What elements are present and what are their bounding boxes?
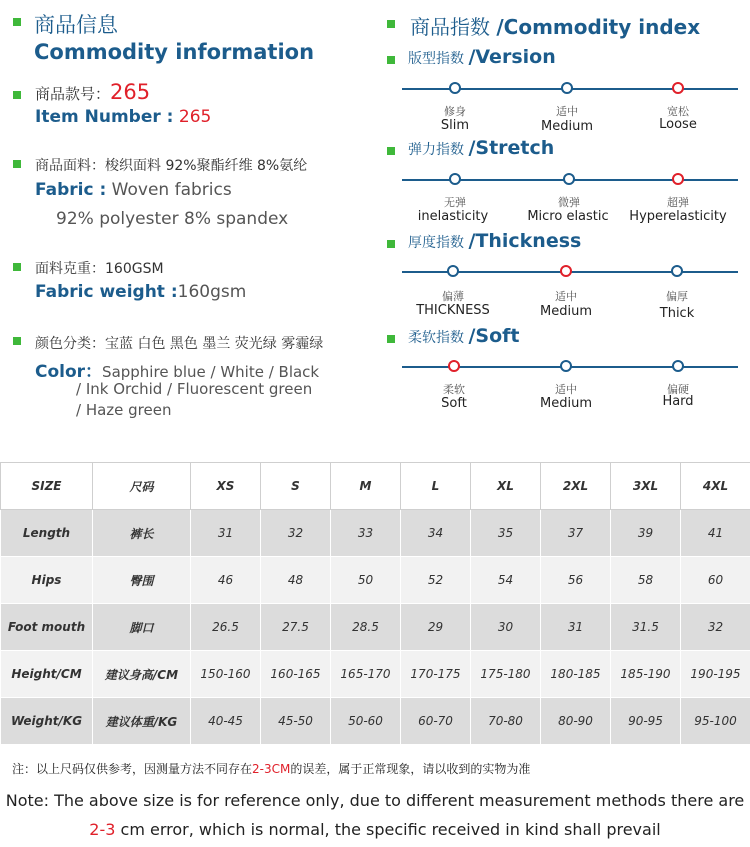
bullet-icon — [387, 335, 395, 343]
soft-option-en: Soft — [441, 396, 467, 411]
table-cell: 175-180 — [471, 651, 541, 698]
thickness-node-2 — [560, 265, 572, 277]
table-cell: 60-70 — [401, 698, 471, 745]
soft-option-en: Medium — [540, 396, 592, 411]
size-table-header — [1, 463, 750, 510]
fabric-cn: 商品面料：梭织面料 92%聚酯纤维 8%氨纶 — [35, 158, 308, 174]
soft-title: 柔软指数 /Soft — [408, 325, 520, 347]
item-number-cn: 商品款号：265 — [35, 80, 151, 104]
table-cell: 56 — [541, 557, 611, 604]
color-en-line2: / Ink Orchid / Fluorescent green — [76, 380, 313, 398]
color-en: Color：Sapphire blue / White / Black — [35, 362, 320, 382]
table-cell: 50 — [331, 557, 401, 604]
table-cell: 170-175 — [401, 651, 471, 698]
table-cell: 建议身高/CM — [93, 651, 191, 698]
bullet-icon — [387, 56, 395, 64]
table-row — [1, 698, 750, 745]
stretch-option-en: Hyperelasticity — [629, 209, 727, 224]
table-cell: 27.5 — [261, 604, 331, 651]
soft-option-en: Hard — [662, 394, 694, 409]
table-cell: 31.5 — [611, 604, 681, 651]
table-row — [1, 510, 750, 557]
table-cell: 脚口 — [93, 604, 191, 651]
header-cell: 尺码 — [93, 463, 191, 510]
thickness-option-en: Thick — [659, 306, 695, 321]
table-cell: 45-50 — [261, 698, 331, 745]
soft-node-3 — [672, 360, 684, 372]
thickness-title: 厚度指数 /Thickness — [408, 230, 582, 252]
fabric-weight-cn: 面料克重：160GSM — [35, 261, 164, 277]
table-cell: Foot mouth — [1, 604, 93, 651]
version-option-en: Slim — [440, 118, 470, 133]
thickness-option-cn: 适中 — [555, 290, 577, 303]
table-cell: 33 — [331, 510, 401, 557]
header-cell: M — [331, 463, 401, 510]
table-cell: 95-100 — [681, 698, 750, 745]
header-cell: 3XL — [611, 463, 681, 510]
version-title: 版型指数 /Version — [408, 46, 556, 68]
header-cell: SIZE — [1, 463, 93, 510]
table-cell: 40-45 — [191, 698, 261, 745]
table-cell: 80-90 — [541, 698, 611, 745]
bullet-icon — [13, 337, 21, 345]
soft-node-1 — [448, 360, 460, 372]
header-cell: L — [401, 463, 471, 510]
bullet-icon — [387, 20, 395, 28]
version-node-1 — [449, 82, 461, 94]
table-cell: 150-160 — [191, 651, 261, 698]
table-cell: 29 — [401, 604, 471, 651]
table-cell: 31 — [541, 604, 611, 651]
header-cell: 4XL — [681, 463, 750, 510]
version-option-cn: 适中 — [556, 105, 578, 118]
fabric-weight-en: Fabric weight :160gsm — [35, 282, 247, 302]
header-cell: S — [261, 463, 331, 510]
bullet-icon — [387, 240, 395, 248]
stretch-node-1 — [449, 173, 461, 185]
table-cell: 180-185 — [541, 651, 611, 698]
table-cell: 190-195 — [681, 651, 750, 698]
table-cell: 48 — [261, 557, 331, 604]
table-cell: 30 — [471, 604, 541, 651]
stretch-node-3 — [672, 173, 684, 185]
table-cell: 185-190 — [611, 651, 681, 698]
table-row — [1, 557, 750, 604]
table-cell: 32 — [681, 604, 750, 651]
bullet-icon — [13, 160, 21, 168]
stretch-node-2 — [563, 173, 575, 185]
color-en-line3: / Haze green — [76, 401, 172, 419]
thickness-option-cn: 偏厚 — [666, 290, 688, 303]
soft-node-2 — [560, 360, 572, 372]
table-cell: 31 — [191, 510, 261, 557]
table-cell: 160-165 — [261, 651, 331, 698]
table-cell: 54 — [471, 557, 541, 604]
soft-option-cn: 适中 — [555, 383, 577, 396]
thickness-option-en: Medium — [540, 304, 592, 319]
version-node-2 — [561, 82, 573, 94]
table-cell: 裤长 — [93, 510, 191, 557]
table-cell: 41 — [681, 510, 750, 557]
header-cell: 2XL — [541, 463, 611, 510]
fabric-en: Fabric : Woven fabrics — [35, 180, 232, 200]
table-cell: 46 — [191, 557, 261, 604]
stretch-option-cn: 无弹 — [444, 196, 466, 209]
stretch-option-cn: 微弹 — [558, 196, 580, 209]
table-cell: 39 — [611, 510, 681, 557]
size-table — [0, 462, 750, 745]
table-cell: 32 — [261, 510, 331, 557]
bullet-icon — [13, 263, 21, 271]
table-cell: 60 — [681, 557, 750, 604]
stretch-option-en: Micro elastic — [527, 209, 609, 224]
stretch-option-en: inelasticity — [417, 209, 489, 224]
version-option-cn: 宽松 — [667, 105, 689, 118]
index-title: 商品指数 /Commodity index — [410, 15, 701, 39]
table-cell: Weight/KG — [1, 698, 93, 745]
table-row — [1, 604, 750, 651]
info-title-cn: 商品信息 — [34, 13, 118, 37]
table-cell: 35 — [471, 510, 541, 557]
soft-option-cn: 柔软 — [443, 383, 465, 396]
table-cell: Height/CM — [1, 651, 93, 698]
version-option-en: Loose — [659, 117, 697, 132]
table-cell: 建议体重/KG — [93, 698, 191, 745]
header-cell: XL — [471, 463, 541, 510]
table-cell: 52 — [401, 557, 471, 604]
table-cell: 70-80 — [471, 698, 541, 745]
version-option-en: Medium — [541, 119, 593, 134]
info-title-en: Commodity information — [34, 40, 315, 64]
table-cell: 26.5 — [191, 604, 261, 651]
table-cell: 28.5 — [331, 604, 401, 651]
thickness-option-en: THICKNESS — [416, 303, 490, 318]
table-cell: 165-170 — [331, 651, 401, 698]
bullet-icon — [13, 91, 21, 99]
table-cell: 臀围 — [93, 557, 191, 604]
header-cell: XS — [191, 463, 261, 510]
thickness-option-cn: 偏薄 — [442, 290, 464, 303]
table-row — [1, 651, 750, 698]
note-cn: 注：以上尺码仅供参考，因测量方法不同存在2-3CM的误差，属于正常现象，请以收到的实物为准 — [12, 762, 531, 776]
stretch-option-cn: 超弹 — [667, 196, 689, 209]
table-cell: 34 — [401, 510, 471, 557]
bullet-icon — [13, 18, 21, 26]
table-cell: 37 — [541, 510, 611, 557]
table-cell: 50-60 — [331, 698, 401, 745]
stretch-title: 弹力指数 /Stretch — [408, 137, 555, 159]
bullet-icon — [387, 147, 395, 155]
version-option-cn: 修身 — [444, 105, 466, 118]
thickness-node-3 — [671, 265, 683, 277]
table-cell: 58 — [611, 557, 681, 604]
table-cell: Length — [1, 510, 93, 557]
soft-option-cn: 偏硬 — [667, 383, 689, 396]
fabric-composition-en: 92% polyester 8% spandex — [56, 209, 289, 229]
thickness-node-1 — [447, 265, 459, 277]
item-number-en: Item Number : 265 — [35, 107, 212, 127]
table-cell: 90-95 — [611, 698, 681, 745]
note-en: Note: The above size is for reference only, due to different measurement methods there are 2-3 cm error, which is normal, the specific received in kind shall prevail — [5, 791, 745, 839]
table-cell: Hips — [1, 557, 93, 604]
color-cn: 颜色分类：宝蓝 白色 黑色 墨兰 荧光绿 雾霾绿 — [35, 336, 324, 352]
version-node-3 — [672, 82, 684, 94]
